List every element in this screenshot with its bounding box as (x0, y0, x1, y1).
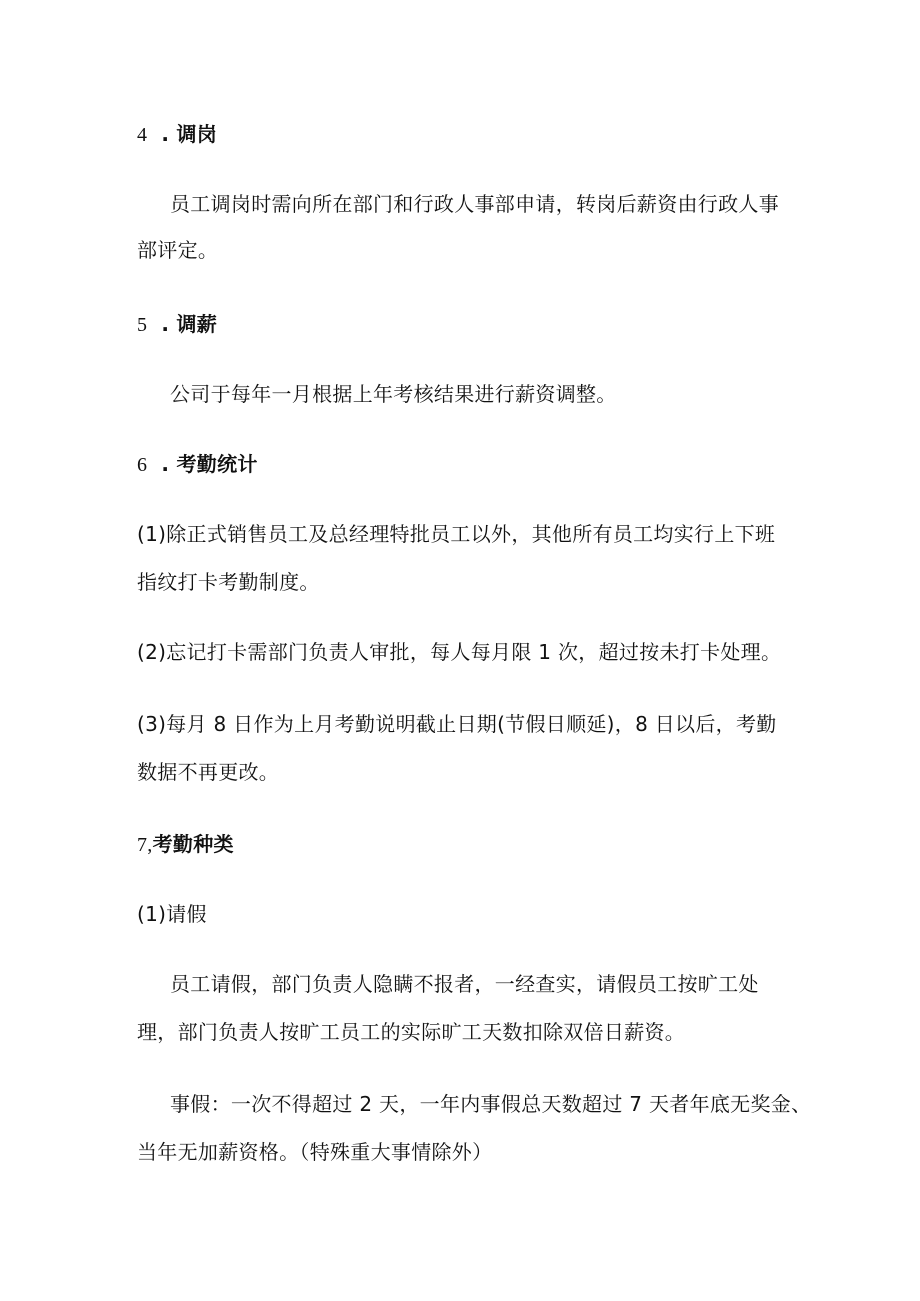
paragraph-line: 员工请假，部门负责人隐瞒不报者，一经查实，请假员工按旷工处 (170, 972, 759, 996)
section-heading-5 (137, 310, 217, 339)
paragraph-line: 数据不再更改。 (137, 760, 280, 784)
section-number: 5 (137, 314, 148, 336)
paragraph-line: 公司于每年一月根据上年考核结果进行薪资调整。 (170, 382, 617, 406)
section-number: 4 (137, 124, 148, 146)
section-number: 7, (137, 834, 153, 856)
paragraph-line: (1)除正式销售员工及总经理特批员工以外，其他所有员工均实行上下班 (137, 522, 776, 546)
paragraph-line: 当年无加薪资格。（特殊重大事情除外） (137, 1140, 493, 1164)
section-title: . 调岗 (161, 122, 218, 146)
paragraph-line: (1)请假 (137, 902, 207, 926)
section-title: . 调薪 (161, 312, 218, 336)
section-title: 考勤种类 (152, 832, 234, 856)
section-number: 6 (137, 454, 148, 476)
paragraph-line: 员工调岗时需向所在部门和行政人事部申请，转岗后薪资由行政人事 (170, 192, 779, 216)
paragraph-line: (3)每月 8 日作为上月考勤说明截止日期(节假日顺延)，8 日以后，考勤 (137, 712, 777, 736)
paragraph-line: 部评定。 (137, 238, 219, 262)
paragraph-line: (2)忘记打卡需部门负责人审批，每人每月限 1 次，超过按未打卡处理。 (137, 640, 782, 664)
paragraph-line: 指纹打卡考勤制度。 (137, 570, 320, 594)
section-title: . 考勤统计 (161, 452, 258, 476)
section-heading-6 (137, 450, 258, 479)
section-heading-4 (137, 120, 217, 149)
section-heading-7 (137, 830, 234, 859)
paragraph-line: 事假：一次不得超过 2 天，一年内事假总天数超过 7 天者年底无奖金、 (170, 1092, 812, 1116)
paragraph-line: 理，部门负责人按旷工员工的实际旷工天数扣除双倍日薪资。 (137, 1020, 686, 1044)
